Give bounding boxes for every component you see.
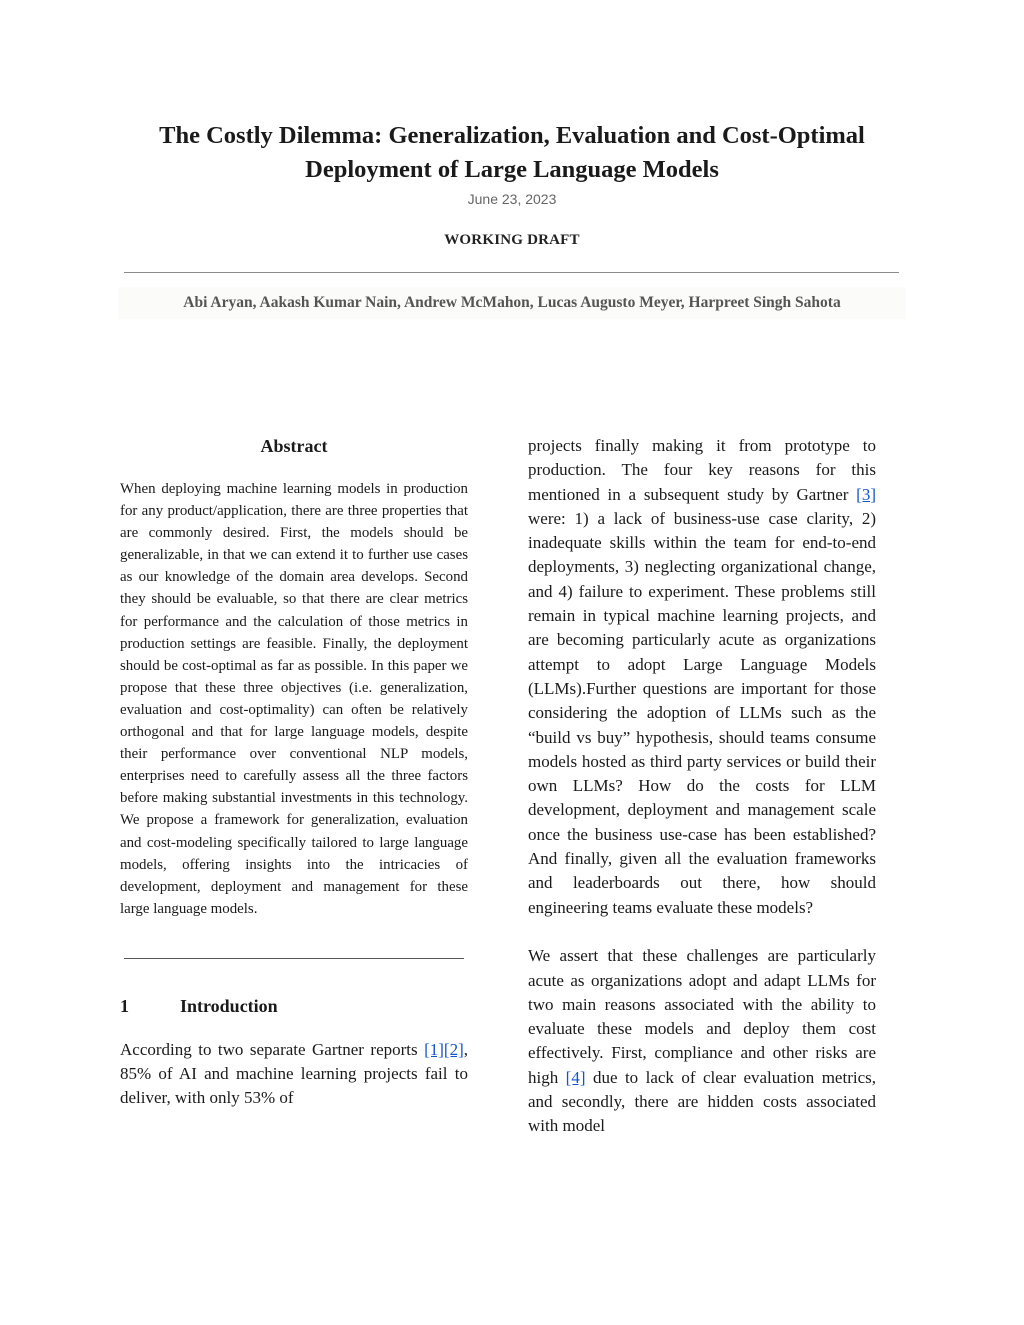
right-column: [528, 434, 876, 1139]
paper-title: The Costly Dilemma: Generalization, Evaluation and Cost-Optimal Deployment of Large Language Models: [159, 122, 865, 183]
para2-text-tail: due to lack of clear evaluation metrics, and secondly, there are hidden costs associated with model: [528, 1067, 876, 1136]
citation-link-4[interactable]: [4]: [565, 1067, 586, 1087]
draft-status: WORKING DRAFT: [444, 232, 580, 248]
citation-link-3[interactable]: [3]: [856, 484, 876, 504]
header-divider: [124, 272, 899, 273]
section-title: Introduction: [180, 995, 278, 1016]
intro-text-tail: were: 1) a lack of business-use case clarity, 2) inadequate skills within the team for end-to-end deployments, 3) neglecting organizational change, and 4) failure to experiment. These problems still remain in typical machine learning projects, and are becoming particularly acute as organizations attempt to adopt Large Language Models (LLMs).Further questions are important for those considering the adoption of LLMs such as the “build vs buy” hypothesis, should teams consume models hosted as third party services or build their own LLMs? How do the costs for LLM development, deployment and management scale once the business use-case has been established? And finally, given all the evaluation frameworks and leaderboards out there, how should engineering teams evaluate these models?: [528, 508, 876, 917]
abstract-heading: Abstract: [260, 436, 328, 456]
intro-paragraph-start: [120, 1038, 468, 1111]
citation-link-2[interactable]: [2]: [443, 1039, 464, 1059]
section-number: 1: [120, 995, 129, 1016]
para2-text: We assert that these challenges are particularly acute as organizations adopt and adapt LLMs for two main reasons associated with the ability to evaluate these models and deploy them cost effectively. First, compliance and other risks are high: [528, 946, 876, 1087]
citation-link-1[interactable]: [1]: [424, 1039, 444, 1059]
abstract-divider: [124, 958, 464, 959]
second-paragraph: [528, 944, 876, 1138]
intro-text-right: projects finally making it from prototype to production. The four key reasons for this mentioned in a subsequent study by Gartner: [528, 436, 876, 504]
left-column: [120, 434, 468, 1111]
section-heading-introduction: [120, 994, 468, 1018]
intro-text-continued: , 85% of AI and machine learning projects fail to deliver, with only 53% of: [120, 1039, 468, 1108]
abstract-text: When deploying machine learning models in production for any product/application, there are three properties that are commonly desired. First, the models should be generalizable, in that we can extend it to further use cases as our knowledge of the domain area develops. Second they should be evaluable, so that there are clear metrics for performance and the calculation of those metrics in production settings are feasible. Finally, the deployment should be cost-optimal as far as possible. In this paper we propose that these three objectives (i.e. generalization, evaluation and cost-optimality) can often be relatively orthogonal and that for large language models, despite their performance over conventional NLP models, enterprises need to carefully assess all the three factors before making substantial investments in this technology. We propose a framework for generalization, evaluation and cost-modeling specifically tailored to large language models, offering insights into the intricacies of development, deployment and management for these large language models.: [120, 481, 468, 917]
intro-text: According to two separate Gartner reports: [120, 1039, 425, 1059]
publication-date: June 23, 2023: [467, 191, 557, 207]
intro-paragraph-continued: [528, 434, 876, 920]
author-list: Abi Aryan, Aakash Kumar Nain, Andrew McMahon, Lucas Augusto Meyer, Harpreet Singh Sahota: [118, 287, 906, 319]
